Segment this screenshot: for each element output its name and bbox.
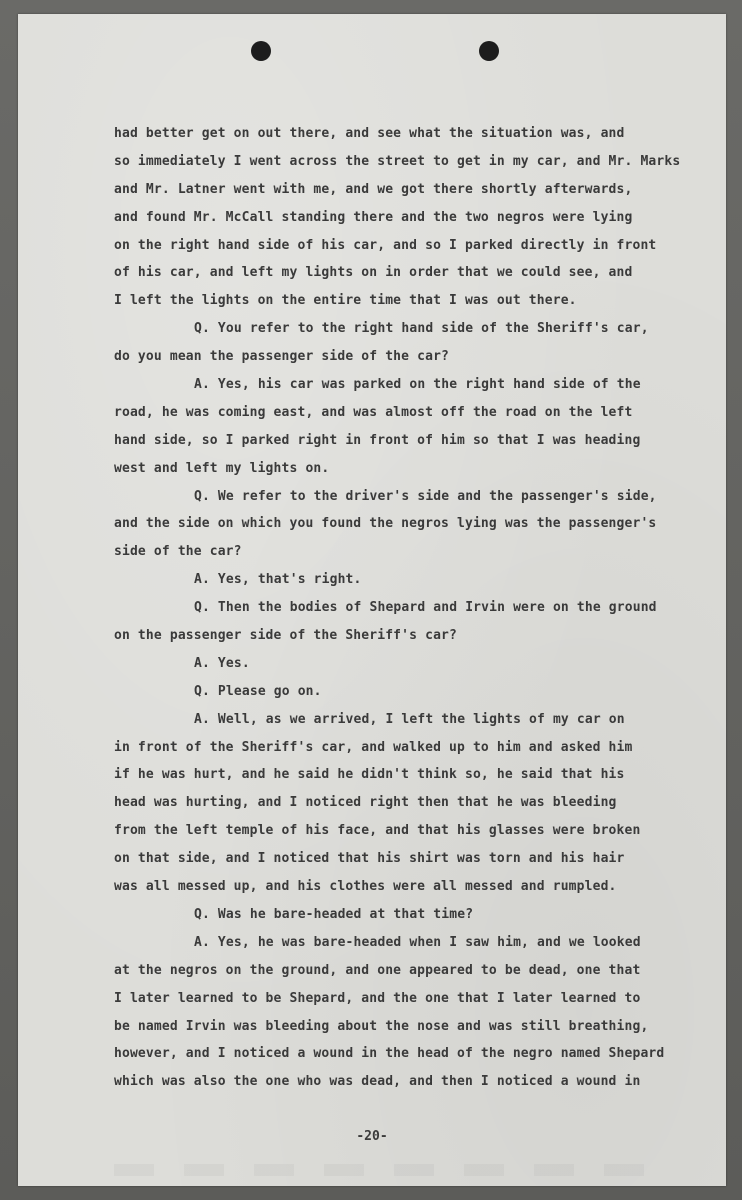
- text-line: which was also the one who was dead, and then I noticed a wound in: [114, 1074, 641, 1090]
- text-line: A. Yes, that's right.: [194, 572, 362, 588]
- text-line: road, he was coming east, and was almost off the road on the left: [114, 404, 633, 420]
- punch-hole-right: [479, 41, 499, 61]
- text-line: however, and I noticed a wound in the head of the negro named Shepard: [114, 1046, 665, 1062]
- text-line: Q. Then the bodies of Shepard and Irvin were on the ground: [194, 600, 657, 616]
- text-line: head was hurting, and I noticed right then that he was bleeding: [114, 795, 617, 811]
- text-line: A. Yes, he was bare-headed when I saw him, and we looked: [194, 934, 641, 950]
- text-line: on the passenger side of the Sheriff's car?: [114, 628, 457, 644]
- transcript-body: [114, 120, 714, 1096]
- bleed-through-text: [114, 1164, 674, 1176]
- text-line: and found Mr. McCall standing there and the two negros were lying: [114, 209, 633, 225]
- text-line: from the left temple of his face, and that his glasses were broken: [114, 823, 641, 839]
- paper-sheet: [18, 14, 726, 1186]
- text-line: Q. Please go on.: [194, 683, 322, 699]
- text-line: Q. We refer to the driver's side and the passenger's side,: [194, 488, 657, 504]
- text-line: Q. You refer to the right hand side of the Sheriff's car,: [194, 321, 649, 337]
- text-line: I later learned to be Shepard, and the one that I later learned to: [114, 990, 641, 1006]
- text-line: hand side, so I parked right in front of him so that I was heading: [114, 432, 641, 448]
- text-line: was all messed up, and his clothes were all messed and rumpled.: [114, 879, 617, 895]
- text-line: be named Irvin was bleeding about the nose and was still breathing,: [114, 1018, 649, 1034]
- text-line: do you mean the passenger side of the car?: [114, 349, 450, 365]
- text-line: had better get on out there, and see what the situation was, and: [114, 126, 625, 141]
- text-line: A. Well, as we arrived, I left the lights of my car on: [194, 711, 625, 727]
- text-line: and Mr. Latner went with me, and we got there shortly afterwards,: [114, 181, 633, 197]
- text-line: of his car, and left my lights on in order that we could see, and: [114, 265, 633, 281]
- text-line: on the right hand side of his car, and so I parked directly in front: [114, 237, 657, 253]
- punch-hole-left: [251, 41, 271, 61]
- text-line: at the negros on the ground, and one appeared to be dead, one that: [114, 962, 641, 978]
- text-line: so immediately I went across the street to get in my car, and Mr. Marks: [114, 153, 681, 169]
- text-line: and the side on which you found the negros lying was the passenger's: [114, 516, 657, 532]
- text-line: if he was hurt, and he said he didn't think so, he said that his: [114, 767, 625, 783]
- text-line: Q. Was he bare-headed at that time?: [194, 906, 474, 922]
- text-line: I left the lights on the entire time that I was out there.: [114, 293, 577, 309]
- text-line: on that side, and I noticed that his shirt was torn and his hair: [114, 851, 625, 867]
- text-line: in front of the Sheriff's car, and walked up to him and asked him: [114, 739, 633, 755]
- text-line: A. Yes, his car was parked on the right hand side of the: [194, 377, 641, 393]
- text-line: A. Yes.: [194, 655, 250, 671]
- page-number: -20-: [356, 1129, 388, 1144]
- text-line: west and left my lights on.: [114, 460, 330, 476]
- text-line: side of the car?: [114, 544, 242, 560]
